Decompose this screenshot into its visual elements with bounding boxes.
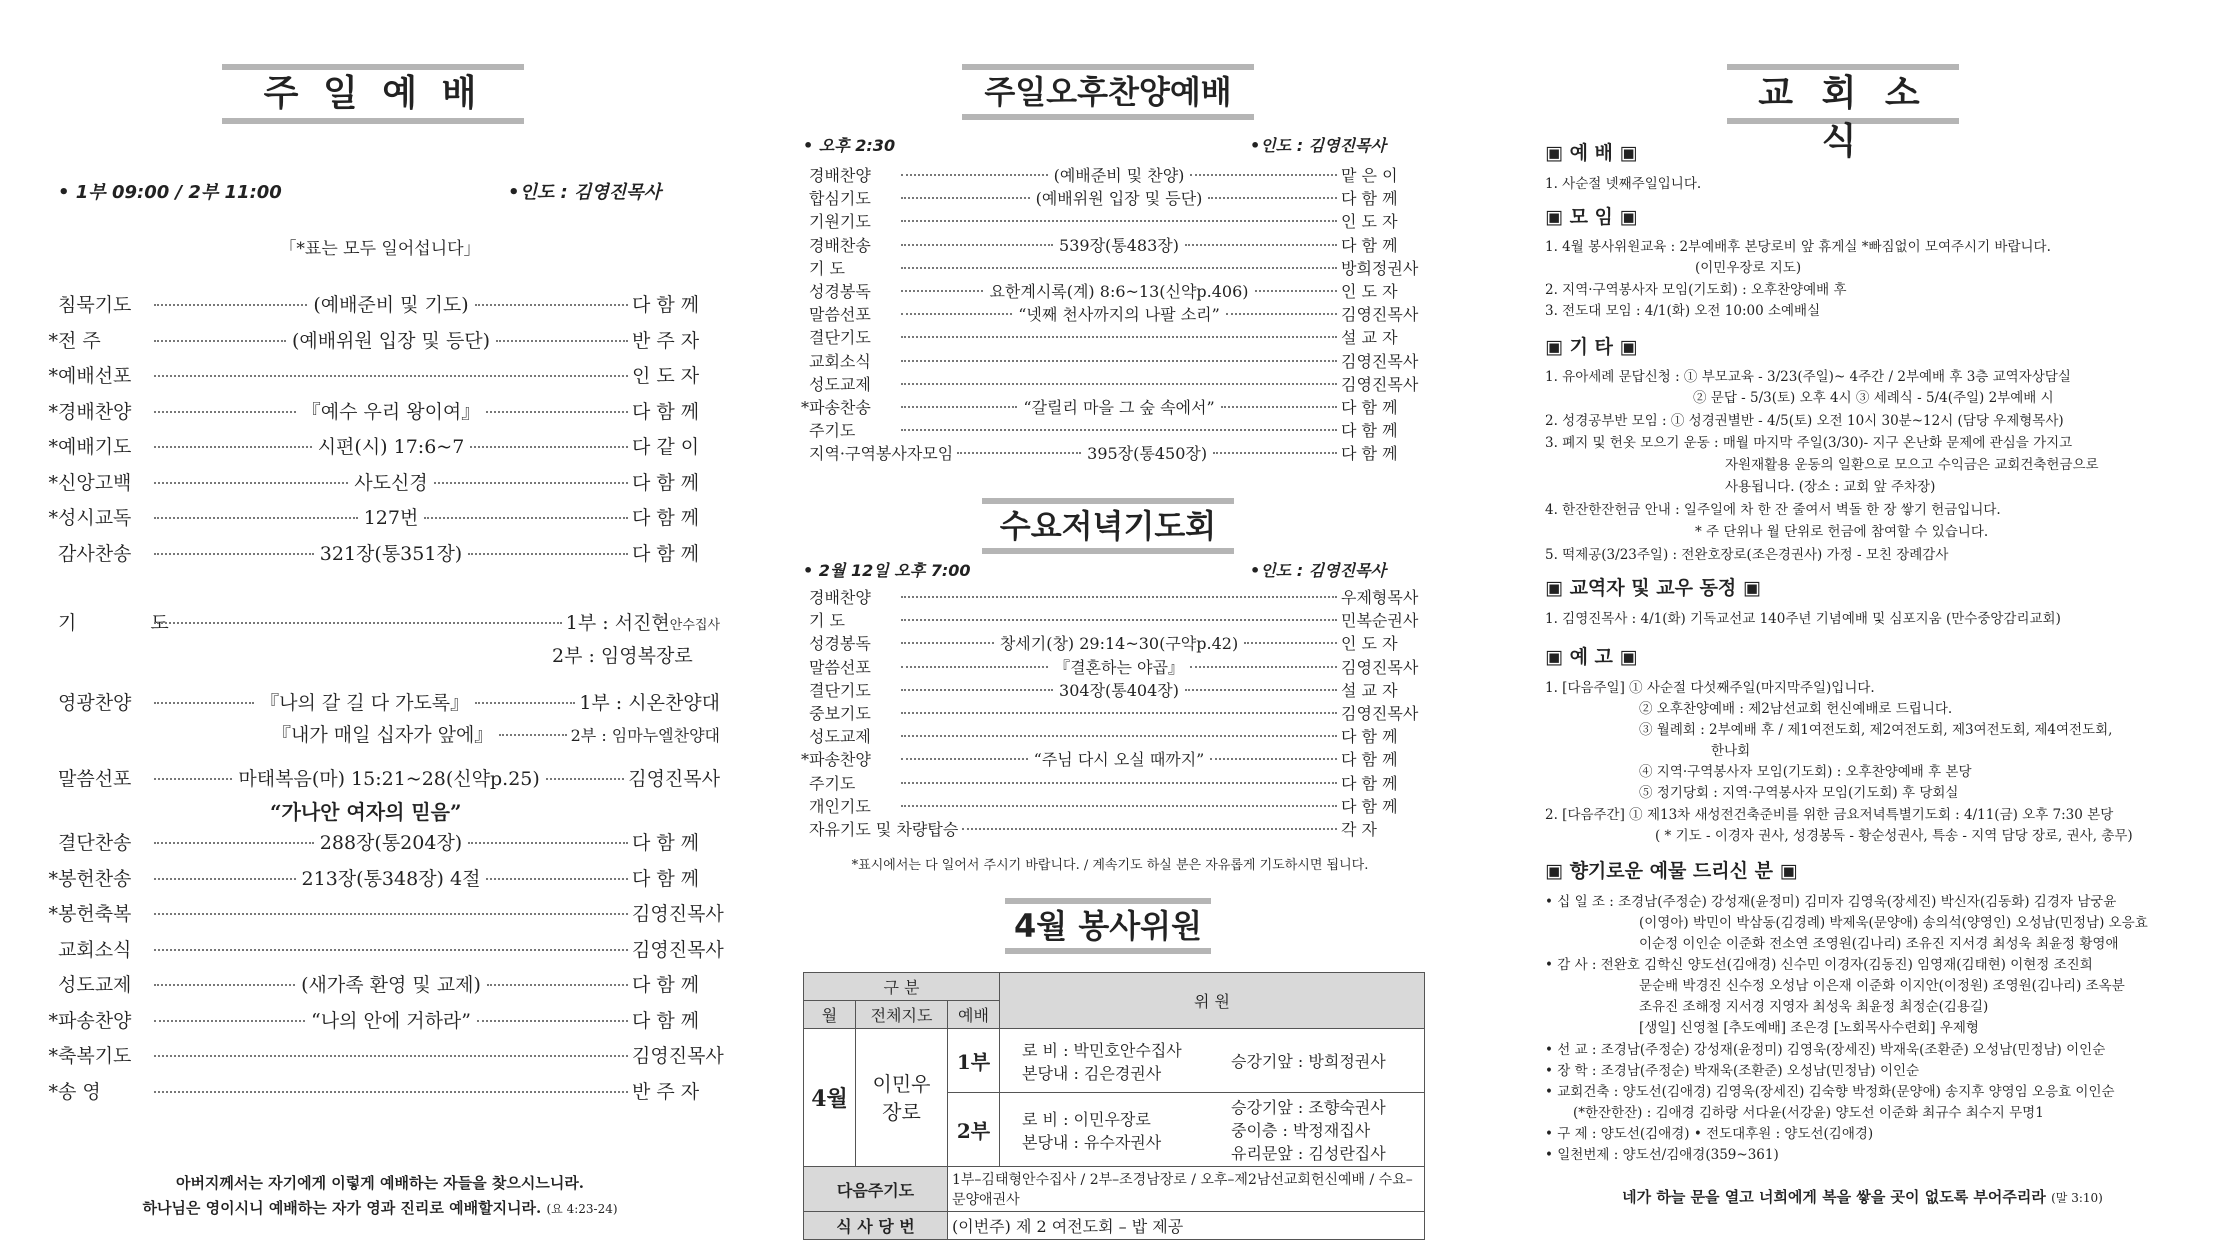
standing-mark: * — [801, 750, 809, 770]
standing-mark: * — [48, 867, 58, 890]
offering-tithe: • 십 일 조 : 조경남(주정순) 강성재(윤정미) 김미자 김영욱(장세진) 박신자(김동화) 김경자 남궁윤 — [1545, 894, 2117, 910]
order-name: 침묵기도 — [58, 294, 132, 316]
order-person: 다 함 께 — [1341, 398, 1398, 417]
offering-tithe-c: 이순정 이인순 이준화 전소연 조영원(김나리) 조유진 지서경 최성욱 최윤정 황영애 — [1639, 936, 2119, 952]
order-row — [40, 1041, 724, 1071]
section-notice: ▣ 예 고 ▣ — [1545, 646, 1638, 668]
standing-mark: * — [48, 1009, 58, 1032]
order-person: 김영진목사 — [1341, 657, 1419, 677]
order-row — [795, 349, 1425, 371]
order-person: 반 주 자 — [632, 329, 700, 352]
offering-tithe-b: (이영아) 박민이 박삼동(김경례) 박제욱(문양애) 송의석(양영인) 오성남(민정남) 오응효 — [1639, 915, 2148, 931]
order-name: 주기도 — [809, 773, 856, 793]
notice-1d: 한나회 — [1711, 743, 1751, 759]
etc-item-4b: * 주 단위나 월 단위로 헌금에 참여할 수 있습니다. — [1695, 524, 1989, 540]
order-row — [795, 418, 1425, 440]
order-row — [795, 631, 1425, 653]
section-meeting: ▣ 모 임 ▣ — [1545, 206, 1638, 228]
offering-building: • 교회건축 : 양도선(김애경) 김영욱(장세진) 김숙향 박정화(문양애) 송지후 양영임 오응효 이인순 — [1545, 1084, 2115, 1100]
order-person: 인 도 자 — [1341, 634, 1398, 654]
th-wiwon: 위 원 — [1000, 973, 1425, 1029]
order-row — [795, 233, 1425, 255]
choir-2: 2부 : 임마누엘찬양대 — [570, 726, 720, 745]
offering-thousand: • 일천번제 : 양도선/김애경(359~361) — [1545, 1147, 1779, 1163]
etc-item-3b: 자원재활용 운동의 일환으로 모으고 수익금은 교회건축헌금으로 — [1725, 457, 2099, 473]
order-person: 다 함 께 — [1341, 189, 1398, 209]
th-gubun: 구 분 — [804, 973, 1000, 1001]
order-person: 각 자 — [1341, 820, 1377, 839]
order-person: 민복순권사 — [1341, 611, 1419, 631]
order-row — [40, 503, 720, 533]
standing-mark: * — [48, 329, 58, 352]
order-name: 기 도 — [809, 611, 845, 631]
order-row — [795, 209, 1425, 231]
td-leader: 이민우 장로 — [856, 1029, 948, 1167]
order-person: 김영진목사 — [1341, 704, 1419, 723]
worship-item-1: 1. 사순절 넷째주일입니다. — [1545, 176, 1702, 192]
order-name: 기 도 — [58, 612, 203, 634]
order-name: 기원기도 — [809, 212, 871, 232]
standing-mark: * — [48, 1045, 58, 1067]
td-service-2: 2부 — [948, 1093, 1000, 1167]
order-name: 개인기도 — [809, 796, 871, 816]
offering-thanks-c: 조유진 조해정 지서경 지영자 최성욱 최윤정 최정순(김용길) — [1639, 999, 1989, 1015]
meeting-item-2: 2. 지역·구역봉사자 모임(기도회) : 오후찬양예배 후 — [1545, 282, 1847, 298]
order-name: 봉헌축복 — [58, 903, 132, 925]
volunteer-table — [803, 972, 1425, 1240]
order-row — [795, 279, 1425, 301]
order-row — [40, 326, 720, 356]
order-row — [795, 655, 1425, 677]
etc-item-3: 3. 폐지 및 헌옷 모으기 운동 : 매월 마지막 주일(3/30)- 지구 온난화 문제에 관심을 가지고 — [1545, 435, 2073, 451]
order-name: 파송찬양 — [809, 750, 871, 770]
wednesday-time: • 2월 12일 오후 7:00 — [803, 561, 971, 580]
order-person: 다 함 께 — [1341, 727, 1398, 747]
choir-1: 1부 : 시온찬양대 — [579, 692, 721, 714]
order-row — [795, 372, 1425, 394]
standing-note: *표시에서는 다 일어서 주시기 바랍니다. / 계속기도 하실 분은 자유롭게 기도하시면 됩니다. — [851, 858, 1369, 873]
order-person: 다 함 께 — [632, 542, 700, 565]
order-row — [40, 290, 720, 320]
order-name: 성경봉독 — [809, 634, 871, 654]
order-row — [40, 899, 724, 929]
meeting-item-3: 3. 전도대 모임 : 4/1(화) 오전 10:00 소예배실 — [1545, 303, 1821, 319]
order-person: 다 함 께 — [1341, 773, 1398, 793]
offering-building-b: (*한잔한잔) : 김애경 김하랑 서다윤(서강윤) 양도선 이준화 최규수 최수지 무명1 — [1573, 1105, 2044, 1121]
order-row — [795, 186, 1425, 208]
offering-thanks-d: [생일] 신영철 [추도예배] 조은경 [노회목사수련회] 우제형 — [1639, 1020, 1979, 1036]
notice-1c: ③ 월례회 : 2부예배 후 / 제1여전도회, 제2여전도회, 제3여전도회, 제4여전도회, — [1639, 722, 2113, 738]
order-person: 반 주 자 — [632, 1080, 700, 1103]
order-row — [795, 163, 1425, 185]
sermon-title: “가나안 여자의 믿음” — [270, 800, 462, 824]
standing-notice: 「*표는 모두 일어섭니다」 — [279, 239, 481, 259]
church-news-title: 교 회 소 식 — [1727, 64, 1959, 124]
order-detail: (예배위원 입장 및 등단) — [1035, 189, 1203, 209]
standing-mark: * — [48, 507, 58, 529]
order-detail: 127번 — [363, 507, 419, 529]
meeting-item-1: 1. 4월 봉사위원교육 : 2부예배후 본당로비 앞 휴게실 *빠짐없이 모여주시기 바랍니다. — [1545, 239, 2051, 255]
prayer-1: 1부 : 서진현안수집사 — [565, 612, 720, 634]
order-detail: (예배위원 입장 및 등단) — [291, 329, 491, 352]
order-row — [795, 724, 1425, 746]
order-person: 다 함 께 — [632, 294, 700, 316]
standing-mark: * — [48, 903, 58, 925]
order-person: 다 함 께 — [632, 507, 700, 529]
order-row — [795, 395, 1425, 417]
order-detail: 288장(통204장) — [319, 832, 463, 854]
choir-1-song: 『나의 갈 길 다 가도록』 — [260, 692, 470, 714]
order-row — [40, 432, 720, 462]
order-detail: 『결혼하는 야곱』 — [1054, 657, 1184, 677]
order-name: 결단기도 — [809, 680, 871, 700]
wednesday-leader: •인도 : 김영진목사 — [1250, 561, 1386, 580]
order-person: 다 함 께 — [632, 974, 700, 996]
order-name: 전 주 — [58, 329, 101, 352]
meeting-item-1b: (이민우장로 지도) — [1695, 260, 1802, 276]
order-person: 다 함 께 — [632, 471, 700, 494]
order-person: 인 도 자 — [632, 365, 700, 387]
order-name: 말씀선포 — [809, 657, 871, 677]
closing-verse-1: 아버지께서는 자기에게 이렇게 예배하는 자들을 찾으시느니라. — [175, 1174, 585, 1192]
april-volunteers-title: 4월 봉사위원 — [1005, 898, 1211, 954]
td-month: 4월 — [804, 1029, 856, 1167]
order-person: 김영진목사 — [1341, 351, 1419, 371]
order-name: 파송찬양 — [58, 1009, 132, 1032]
order-row — [40, 864, 720, 894]
order-detail: 창세기(창) 29:14~30(구약p.42) — [999, 634, 1239, 654]
order-row — [795, 256, 1425, 278]
order-name: 축복기도 — [58, 1045, 132, 1067]
order-person: 김영진목사 — [632, 903, 724, 925]
notice-1f: ⑤ 정기당회 : 지역·구역봉사자 모임(기도회) 후 당회실 — [1639, 785, 1959, 801]
order-detail: 395장(통450장) — [1087, 444, 1208, 464]
order-name: 예배기도 — [58, 436, 132, 458]
order-row-sermon — [40, 764, 720, 794]
order-row — [795, 747, 1425, 769]
order-person: 김영진목사 — [632, 1045, 724, 1067]
afternoon-worship-column — [795, 0, 1425, 1240]
order-name: 경배찬송 — [809, 235, 871, 255]
order-name: 파송찬송 — [809, 398, 871, 417]
order-row — [795, 325, 1425, 347]
order-person: 맡 은 이 — [1341, 166, 1398, 185]
order-person: 다 함 께 — [632, 1009, 700, 1032]
etc-item-1b: ② 문답 - 5/3(토) 오후 4시 ③ 세례식 - 5/4(주일) 2부예배 시 — [1693, 390, 2054, 406]
section-worship: ▣ 예 배 ▣ — [1545, 142, 1638, 164]
order-name: 신앙고백 — [58, 471, 132, 494]
order-row — [40, 935, 724, 965]
offering-scholarship: • 장 학 : 조경남(주정순) 박재욱(조환준) 오성남(민정남) 이인순 — [1545, 1063, 1920, 1079]
etc-item-5: 5. 떡제공(3/23주일) : 전완호장로(조은경권사) 가정 - 모친 장례감사 — [1545, 547, 1949, 563]
order-person: 김영진목사 — [1341, 374, 1419, 394]
prayer-2: 2부 : 임영복장로 — [552, 645, 693, 667]
order-detail: (새가족 환영 및 교제) — [301, 974, 481, 996]
worship-leader: •인도 : 김영진목사 — [508, 182, 661, 203]
order-name: 성도교제 — [809, 374, 871, 394]
next-prayer-value: 1부–김태형안수집사 / 2부–조경남장로 / 오후–제2남선교회헌신예배 / 수요–문양애권사 — [948, 1167, 1425, 1212]
order-name: 지역·구역봉사자모임 — [809, 444, 954, 464]
sermon-preacher: 김영진목사 — [628, 768, 720, 790]
staff-item-1: 1. 김영진목사 : 4/1(화) 기독교선교 140주년 기념예배 및 심포지움 (만수중앙감리교회) — [1545, 611, 2061, 627]
order-person: 다 함 께 — [1341, 421, 1398, 441]
order-name: 영광찬양 — [58, 692, 132, 714]
order-person: 다 함 께 — [1341, 796, 1398, 816]
order-detail: 시편(시) 17:6~7 — [317, 436, 465, 458]
standing-mark: * — [48, 471, 58, 494]
order-person: 우제형목사 — [1341, 588, 1419, 607]
order-person: 다 같 이 — [632, 436, 700, 458]
order-name: 성경봉독 — [809, 282, 871, 301]
order-detail: 304장(통404장) — [1059, 680, 1179, 700]
th-all: 전체지도 — [856, 1001, 948, 1029]
order-person: 김영진목사 — [1341, 305, 1419, 325]
offering-thanks-b: 문순배 박경진 신수정 오성남 이은재 이준화 이지안(이정원) 조영원(김나리) 조옥분 — [1639, 978, 2125, 994]
order-detail: “주님 다시 오실 때까지” — [1033, 750, 1205, 770]
order-row-prayer — [40, 608, 720, 638]
order-detail: 요한계시록(계) 8:6~13(신약p.406) — [989, 282, 1249, 301]
afternoon-worship-title: 주일오후찬양예배 — [962, 64, 1254, 120]
order-row-choir — [40, 688, 720, 718]
s2-lobby: 로 비 : 이민우장로 본당내 : 유수자권사 — [1000, 1093, 1228, 1167]
order-row — [40, 828, 720, 858]
notice-1e: ④ 지역·구역봉사자 모임(기도회) : 오후찬양예배 후 본당 — [1639, 764, 1972, 780]
s2-others: 승강기앞 : 조향숙권사 중이층 : 박정재집사 유리문앞 : 김성란집사 — [1227, 1093, 1424, 1167]
order-name: 기 도 — [809, 258, 845, 278]
order-person: 다 함 께 — [632, 867, 700, 890]
order-detail: 사도신경 — [354, 471, 428, 494]
order-name: 경배찬양 — [809, 588, 871, 607]
wednesday-prayer-title: 수요저녁기도회 — [982, 498, 1234, 554]
order-row — [40, 1077, 720, 1107]
order-person: 설 교 자 — [1341, 680, 1398, 700]
next-prayer-label: 다음주기도 — [804, 1167, 948, 1212]
section-staff: ▣ 교역자 및 교우 동정 ▣ — [1545, 577, 1761, 599]
order-row — [795, 585, 1425, 607]
order-name: 말씀선포 — [58, 768, 132, 790]
th-service: 예배 — [948, 1001, 1000, 1029]
choir-2-song: 『내가 매일 십자가 앞에』 — [272, 724, 494, 746]
order-person: 설 교 자 — [1341, 328, 1398, 348]
order-row — [795, 771, 1425, 793]
order-row — [40, 361, 720, 391]
order-name: 결단기도 — [809, 328, 871, 348]
order-row — [795, 302, 1425, 324]
order-name: 성도교제 — [809, 727, 871, 747]
order-name: 감사찬송 — [58, 542, 132, 565]
order-detail: “갈릴리 마을 그 숲 속에서” — [1023, 398, 1215, 417]
td-service-1: 1부 — [948, 1029, 1000, 1093]
order-detail: 321장(통351장) — [319, 542, 463, 565]
standing-mark: * — [48, 400, 58, 423]
order-person: 인 도 자 — [1341, 282, 1398, 301]
etc-item-1: 1. 유아세례 문답신청 : ① 부모교육 - 3/23(주일)~ 4주간 / 2부예배 후 3층 교역자상담실 — [1545, 369, 2071, 385]
order-name: 결단찬송 — [58, 832, 132, 854]
order-person: 다 함 께 — [1341, 750, 1398, 770]
sunday-worship-column — [40, 0, 724, 1240]
closing-verse: 네가 하늘 문을 열고 너희에게 복을 쌓을 곳이 없도록 부어주리라 (말 3:10) — [1622, 1188, 2103, 1206]
order-person: 다 함 께 — [1341, 235, 1398, 255]
order-person: 다 함 께 — [632, 832, 700, 854]
standing-mark: * — [48, 365, 58, 387]
order-name: 중보기도 — [809, 704, 871, 723]
order-detail: 539장(통483장) — [1059, 235, 1179, 255]
order-detail: 『예수 우리 왕이여』 — [301, 400, 481, 423]
etc-item-2: 2. 성경공부반 모임 : ① 성경권별반 - 4/5(토) 오전 10시 30분~12시 (담당 우제형목사) — [1545, 413, 2064, 429]
notice-1b: ② 오후찬양예배 : 제2남선교회 헌신예배로 드립니다. — [1639, 701, 1953, 717]
section-etc: ▣ 기 타 ▣ — [1545, 336, 1638, 358]
etc-item-3c: 사용됩니다. (장소 : 교회 앞 주차장) — [1725, 479, 1936, 495]
order-person: 방희정권사 — [1341, 258, 1419, 278]
order-row — [795, 817, 1425, 839]
order-name: 경배찬양 — [809, 166, 871, 185]
offering-mission: • 선 교 : 조경남(주정순) 강성재(윤정미) 김영욱(장세진) 박재욱(조환준) 오성남(민정남) 이인순 — [1545, 1042, 2106, 1058]
order-row — [795, 794, 1425, 816]
order-name: 말씀선포 — [809, 305, 871, 325]
order-name: 합심기도 — [809, 189, 871, 209]
order-name: 송 영 — [58, 1080, 101, 1103]
meal-duty-value: (이번주) 제 2 여전도회 – 밥 제공 — [948, 1212, 1425, 1240]
standing-mark: * — [48, 1080, 58, 1103]
order-name: 주기도 — [809, 421, 856, 441]
order-row — [40, 1006, 720, 1036]
notice-2: 2. [다음주간] ① 제13차 새성전건축준비를 위한 금요저녁특별기도회 : 4/11(금) 오후 7:30 본당 — [1545, 807, 2114, 823]
s1-elevator: 승강기앞 : 방희정권사 — [1227, 1029, 1424, 1093]
order-row — [40, 468, 720, 498]
church-news-column — [1545, 0, 2180, 1240]
order-row — [40, 970, 720, 1000]
order-name: 경배찬양 — [58, 400, 132, 423]
order-row — [795, 608, 1425, 630]
order-person: 다 함 께 — [1341, 444, 1398, 464]
offering-relief: • 구 제 : 양도선(김애경) • 전도대후원 : 양도선(김애경) — [1545, 1126, 1874, 1142]
order-row-choir-2 — [270, 720, 720, 750]
order-row — [40, 539, 720, 569]
order-detail: (예배준비 및 기도) — [313, 294, 469, 316]
order-person: 인 도 자 — [1341, 212, 1398, 232]
service-times: • 1부 09:00 / 2부 11:00 — [58, 182, 282, 203]
order-detail: (예배준비 및 찬양) — [1053, 166, 1185, 185]
order-detail: “나의 안에 거하라” — [311, 1009, 471, 1032]
standing-mark: * — [48, 436, 58, 458]
order-row — [795, 441, 1425, 463]
order-row — [795, 701, 1425, 723]
order-name: 교회소식 — [809, 351, 871, 371]
order-name: 교회소식 — [58, 938, 132, 961]
etc-item-4: 4. 한잔한잔헌금 안내 : 일주일에 차 한 잔 줄여서 벽돌 한 장 쌓기 헌금입니다. — [1545, 502, 2001, 518]
order-name: 성시교독 — [58, 507, 132, 529]
th-month: 월 — [804, 1001, 856, 1029]
order-row — [40, 397, 720, 427]
meal-duty-label: 식 사 당 번 — [804, 1212, 948, 1240]
afternoon-leader: •인도 : 김영진목사 — [1250, 136, 1386, 155]
order-detail: 213장(통348장) 4절 — [301, 867, 481, 890]
order-row — [795, 678, 1425, 700]
order-detail: “넷째 천사까지의 나팔 소리” — [1018, 305, 1220, 325]
notice-2b: ( * 기도 - 이경자 권사, 성경봉독 - 황순성권사, 특송 - 지역 담당 장로, 권사, 총무) — [1655, 828, 2133, 844]
sunday-worship-title: 주 일 예 배 — [222, 64, 524, 124]
offering-thanks: • 감 사 : 전완호 김학신 양도선(김애경) 신수민 이경자(김동진) 임영재(김태현) 이현정 조진희 — [1545, 957, 2093, 973]
afternoon-time: • 오후 2:30 — [803, 136, 896, 155]
sermon-reference: 마태복음(마) 15:21~28(신약p.25) — [238, 768, 540, 790]
order-name: 자유기도 및 차량탑승 — [809, 820, 959, 839]
order-name: 봉헌찬송 — [58, 867, 132, 890]
closing-verse-2: 하나님은 영이시니 예배하는 자가 영과 진리로 예배할지니라. (요 4:23-24) — [142, 1199, 618, 1217]
notice-1: 1. [다음주일] ① 사순절 다섯째주일(마지막주일)입니다. — [1545, 680, 1875, 696]
standing-mark: * — [801, 398, 809, 417]
order-person: 김영진목사 — [632, 938, 724, 961]
order-person: 다 함 께 — [632, 400, 700, 423]
order-name: 예배선포 — [58, 365, 132, 387]
section-offering: ▣ 향기로운 예물 드리신 분 ▣ — [1545, 860, 1798, 882]
order-name: 성도교제 — [58, 974, 132, 996]
s1-lobby: 로 비 : 박민호안수집사 본당내 : 김은경권사 — [1000, 1029, 1228, 1093]
